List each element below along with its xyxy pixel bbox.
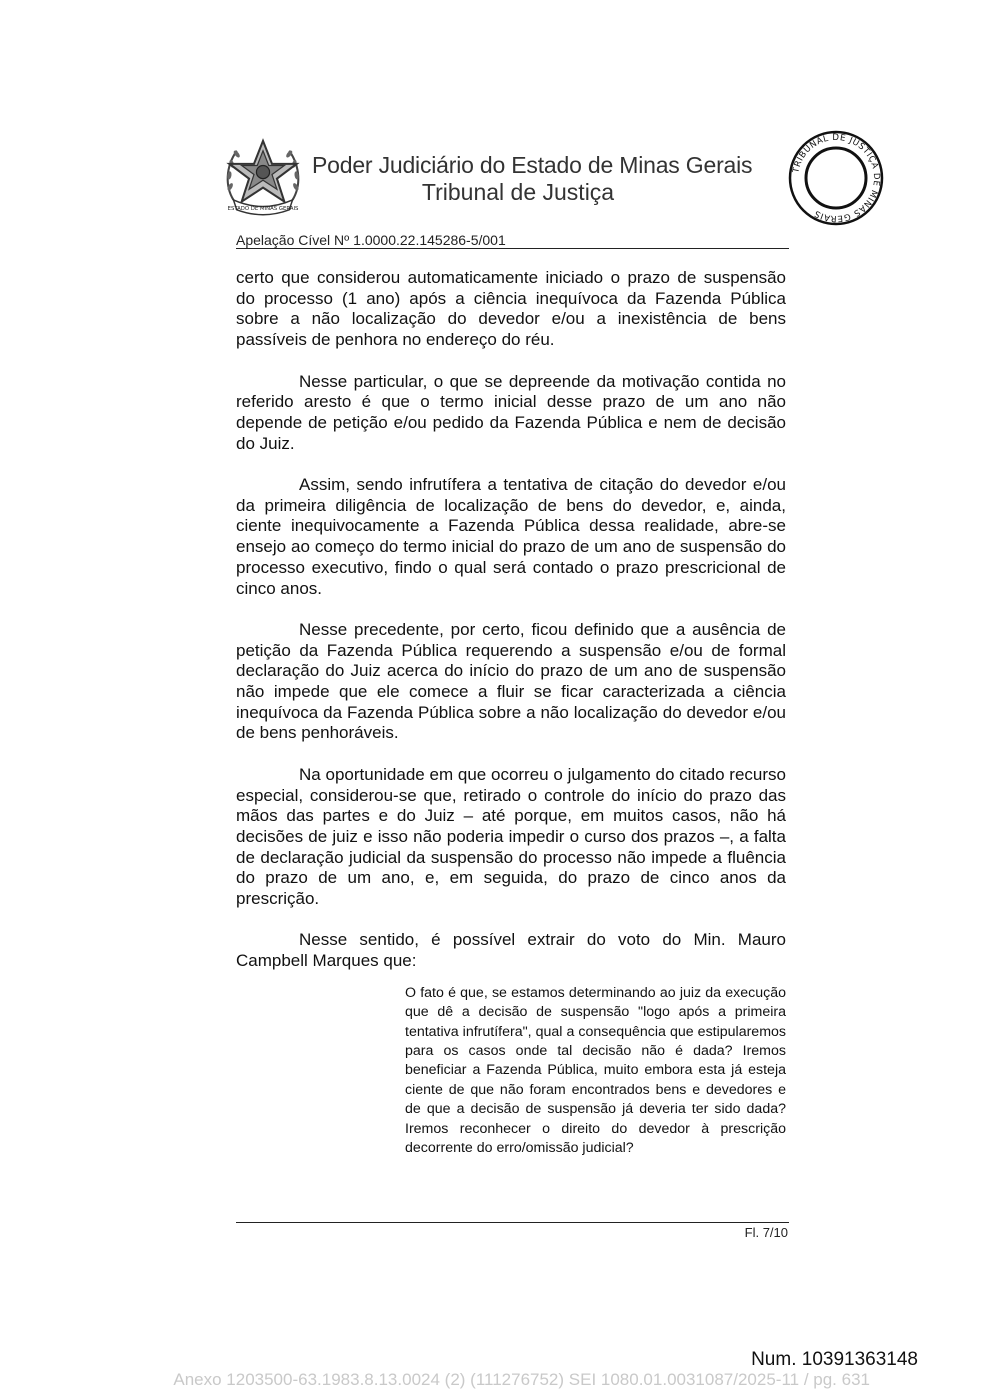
court-name: Tribunal de Justiça (421, 179, 615, 205)
paragraph-4: Nesse precedente, por certo, ficou definido que a ausência de petição da Fazenda Pública requerendo a suspensão e/ou de formal declaração do Juiz acerca do início do prazo de um ano de suspensão não impede que ele comece a fluir se ficar caracterizada a ciência inequívoca da Fazenda Pública sobre a não localização do devedor e/ou de bens penhoráveis. (236, 619, 786, 743)
footer-divider (236, 1222, 789, 1223)
block-quote: O fato é que, se estamos determinando ao juiz da execução que dê a decisão de suspensão "logo após a primeira tentativa infrutífera", qual a consequência que estipularemos para os casos onde tal decisão não é dada? Iremos beneficiar a Fazenda Pública, muito embora esta já esteja ciente de que não foram encontrados bens e devedores e de que a decisão de suspensão já deveria ter sido dada? Iremos reconhecer o direito do devedor à prescrição decorrente do erro/omissão judicial? (405, 984, 786, 1157)
seal-ring-text: TRIBUNAL DE JUSTIÇA DE MINAS GERAIS (791, 132, 882, 224)
document-body (236, 268, 786, 1158)
paragraph-2: Nesse particular, o que se depreende da motivação contida no referido aresto é que o termo inicial desse prazo de um ano não depende de petição e/ou pedido da Fazenda Pública e nem de decisão do Juiz. (236, 371, 786, 453)
paragraph-1: certo que considerou automaticamente iniciado o prazo de suspensão do processo (1 ano) após a ciência inequívoca da Fazenda Pública sobre a não localização do devedor e/ou a inexistência de bens passíveis de penhora no endereço do réu. (236, 268, 786, 350)
document-number: Num. 10391363148 (751, 1349, 918, 1370)
annex-reference: Anexo 1203500-63.1983.8.13.0024 (2) (111276752) SEI 1080.01.0031087/2025-11 / pg. 631 (173, 1370, 870, 1389)
folio-number: Fl. 7/10 (744, 1225, 788, 1240)
paragraph-3: Assim, sendo infrutífera a tentativa de citação do devedor e/ou da primeira diligência de localização de bens do devedor, e, ainda, ciente inequivocamente a Fazenda Pública dessa realidade, abre-se ensejo ao começo do termo inicial do prazo de um ano de suspensão do processo executivo, findo o qual será contado o prazo prescricional de cinco anos. (236, 475, 786, 598)
case-number: Apelação Cível Nº 1.0000.22.145286-5/001 (236, 232, 506, 248)
court-seal-icon (786, 128, 886, 228)
organization-name: Poder Judiciário do Estado de Minas Gerais (312, 152, 753, 178)
coat-of-arms-icon (222, 136, 304, 218)
paragraph-6: Nesse sentido, é possível extrair do voto do Min. Mauro Campbell Marques que: (236, 930, 786, 971)
coat-of-arms-banner-text: ESTADO DE MINAS GERAIS (227, 205, 299, 212)
header-divider (236, 248, 789, 249)
paragraph-5: Na oportunidade em que ocorreu o julgamento do citado recurso especial, considerou-se que, retirado o controle do início do prazo das mãos das partes e do Juiz – até porque, em muitos casos, não há decisões de juiz e isso não poderia impedir o curso dos prazos –, a falta de declaração judicial da suspensão do processo não impede a fluência do prazo de um ano, e, em seguida, do prazo de cinco anos da prescrição. (236, 764, 786, 909)
